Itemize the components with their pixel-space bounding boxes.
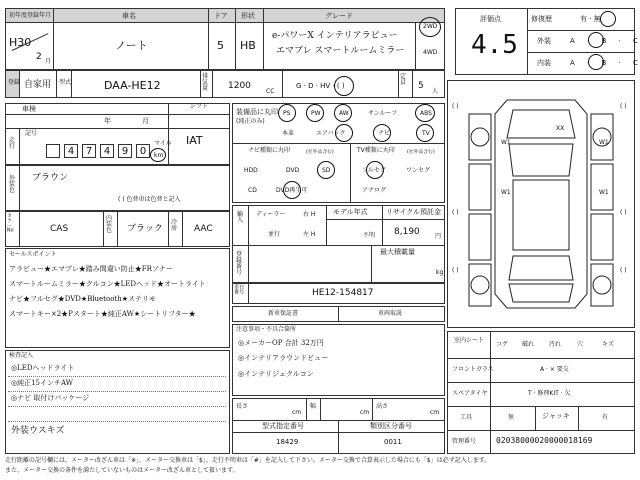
roof-panel — [513, 180, 569, 250]
equipment-title: 装備品に丸印 — [236, 108, 278, 116]
inspector-line-3: ◎ナビ 取付けパッケージ — [11, 394, 90, 402]
right-rear-fender — [591, 264, 613, 306]
sales-line-2: スマートルームミラー★クルコン★LEDヘッド★オートライト — [9, 280, 206, 288]
interior-label: 内装 — [537, 59, 551, 67]
sales-label: セールスポイント — [9, 251, 57, 258]
inspector-label: 検査記入 — [9, 352, 34, 359]
left-rear-fender — [469, 264, 491, 306]
dims-height-unit: cm — [430, 409, 440, 416]
right-rear-door — [591, 214, 613, 260]
drive-2wd: 2WD — [423, 23, 438, 30]
seat-opt-3: 汚れ — [549, 341, 562, 348]
left-front-fender — [469, 114, 491, 160]
equip-sunroof: サンルーフ — [368, 110, 398, 117]
mileage-digit-2: 4 — [64, 144, 78, 158]
left-rear-door — [469, 214, 491, 260]
model-cert-label: 型式指定番号 — [262, 422, 304, 430]
jack-value: 有 — [602, 414, 609, 421]
doors-label: ドア — [214, 12, 228, 20]
displacement-label: 排気量 — [202, 73, 209, 92]
notes-line-2: ◎インテリアラウンドビュー — [238, 354, 329, 362]
windshield-value: A · × 要交 — [540, 366, 569, 373]
mileage-digit-5: 9 — [118, 144, 132, 158]
exterior-label: 外装 — [537, 37, 551, 45]
mark-w1-d: W1 — [599, 189, 609, 196]
windshield-panel — [509, 144, 573, 176]
mileage-digit-3: 7 — [82, 144, 96, 158]
tools-label: 工具 — [460, 414, 473, 421]
aircon-label: 冷房 — [171, 219, 178, 232]
nav-sd: SD — [322, 167, 331, 174]
registration-label: 登録番号 — [236, 251, 243, 276]
tv-fullseg-circle — [366, 161, 384, 179]
windshield-label: フロントガラス — [452, 366, 494, 373]
mgmt-value: 02038000020000018169 — [496, 436, 593, 445]
sales-line-4: スマートキー×2★Pスタート★純正AW★シートリフター★ — [9, 310, 196, 318]
capacity-label: 定員 — [400, 73, 407, 86]
repair-none-circle — [600, 11, 616, 27]
hood-panel — [507, 110, 575, 138]
model-year-unknown: 不明 — [363, 232, 376, 239]
color-value: ブラウン — [32, 173, 69, 183]
exterior-options: A · B · C — [570, 37, 638, 45]
mileage-side-label: 走行 — [9, 137, 16, 150]
notes-line-1: ◎メーカーOP 合計 32万円 — [238, 339, 324, 347]
right-front-door — [591, 164, 613, 210]
sales-line-3: ナビ★フルセグ★DVD★Bluetooth★ステリモ — [9, 295, 156, 303]
tv-oneseg: ワンセグ — [406, 167, 431, 174]
class-value: 0011 — [384, 438, 402, 446]
car-diagram — [447, 80, 635, 328]
mileage-km-circle — [150, 148, 166, 162]
rating-value: 4.5 — [471, 30, 518, 60]
bracket-tl: ( ) — [452, 103, 459, 110]
drive-4wd: 4WD — [423, 49, 438, 56]
dims-width: 幅 — [310, 403, 317, 410]
grade-line1: e-パワーX インテリアラピュー — [272, 31, 398, 41]
type-value: DAA-HE12 — [104, 79, 161, 92]
cc-unit: CC — [266, 88, 275, 95]
equip-abs-circle — [415, 104, 435, 122]
bracket-br: ( ) — [620, 267, 627, 274]
repair-options: 有 · 無 — [580, 15, 601, 23]
interior-options: A · B · C — [570, 59, 638, 67]
exterior-b-circle — [588, 32, 604, 48]
trunk-panel — [509, 284, 573, 302]
seat-opt-5: キズ — [602, 341, 614, 348]
import-parallel: 並行 — [268, 231, 281, 238]
dims-length: 長さ — [236, 403, 249, 410]
footer-line-2: また、メーター交換の条件を満たしていないものはメーター改ざん車として扱います。 — [5, 467, 239, 474]
mark-xx: XX — [556, 125, 565, 132]
first-reg-era: H30 — [9, 36, 32, 49]
right-front-fender — [591, 114, 613, 160]
seat-opt-1: コゲ — [496, 341, 509, 348]
footer-line-1: 走行距離の記号欄には、メーター改ざん車は「※」、メーター交換車は「$」、走行不明車は「#」を記入して下さい。メーター交換で合算表示した場合にも「$」は必ず記入します。 — [5, 457, 491, 464]
notes-label: 注意事項・不具合箇所 — [236, 326, 297, 333]
dims-height: 高さ — [376, 403, 389, 410]
use-value: 自家用 — [24, 80, 52, 90]
equip-tv: TV — [422, 130, 430, 137]
spare-label: スペアタイヤ — [452, 390, 488, 397]
recycle-label: リサイクル預託金 — [386, 208, 442, 216]
chassis-label: 車台番号 — [234, 284, 245, 296]
aircon-value: AAC — [194, 224, 213, 234]
first-reg-month: 2 — [36, 52, 42, 62]
import-left: 左 H — [303, 231, 316, 238]
bracket-mr: ( ) — [620, 209, 627, 216]
bracket-bl: ( ) — [452, 267, 459, 274]
rating-label: 評価点 — [480, 15, 501, 23]
interior-color-value: ブラック — [127, 224, 163, 234]
import-right: 右 H — [303, 211, 316, 218]
color-label: 外装色 — [9, 175, 16, 194]
nav-cd: CD — [248, 187, 257, 194]
tv-title: TV種類に丸印 — [357, 147, 395, 154]
shape-value: HB — [240, 39, 256, 52]
interior-b-circle — [588, 54, 604, 70]
dims-length-unit: cm — [292, 409, 302, 416]
seat-opt-4: 穴 — [577, 341, 584, 348]
inspection-year: 年 — [104, 117, 111, 125]
spare-value: T · 修理KIT · 欠 — [528, 390, 571, 397]
equip-pw: PW — [311, 110, 321, 117]
mark-w1-c: W1 — [501, 189, 511, 196]
mileage-digits-label: 記号 — [25, 130, 38, 137]
recycle-unit: 円 — [435, 233, 442, 240]
fuel-hv-circle — [334, 76, 354, 96]
doors-value: 5 — [217, 39, 224, 52]
dims-width-unit: cm — [360, 409, 370, 416]
nav-dvd-play-circle — [283, 181, 301, 199]
model-year-label: モデル年式 — [333, 208, 368, 216]
model-label: 車名 — [122, 12, 136, 20]
equip-nav-circle — [373, 124, 391, 142]
equipment-subtitle: (純正のみ) — [236, 118, 265, 125]
tools-value: 無 — [508, 414, 515, 421]
bracket-tr: ( ) — [620, 103, 627, 110]
inspection-month: 月 — [142, 117, 149, 125]
sales-line-1: アラビュー★エマブレ★踏み間違い防止★FRソナー — [9, 265, 173, 273]
nav-sd-circle — [317, 161, 335, 179]
mileage-unit-mile: マイル — [154, 140, 172, 147]
rear-glass-panel — [509, 256, 573, 280]
nav-note: (社外品含む) — [306, 148, 334, 155]
displacement-value: 1200 — [228, 81, 251, 91]
docs-warranty: 新車保証書 — [268, 310, 299, 317]
mileage-unit-km: km — [154, 152, 164, 159]
chassis-value: HE12-154817 — [312, 288, 374, 298]
color-code-value: CAS — [50, 224, 69, 234]
import-dealer: ディーラー — [256, 211, 286, 218]
equip-abs: ABS — [420, 110, 432, 117]
equip-aw-circle — [334, 104, 352, 122]
inspection-label: 車検 — [22, 105, 36, 113]
inspector-line-4: 外装ウスキズ — [11, 426, 65, 436]
drive-circle — [419, 17, 441, 37]
docs-manual: 車両取説 — [378, 310, 403, 317]
model-cert-value: 18429 — [276, 438, 299, 446]
nav-dvd: DVD — [286, 167, 300, 174]
mark-w1-a: W1 — [501, 139, 511, 146]
seat-opt-2: 破れ — [522, 341, 535, 348]
equip-nav: ナビ — [378, 130, 391, 137]
use-label: 登録 — [8, 79, 21, 86]
tv-note: (社外品含む) — [407, 148, 435, 155]
inspector-line-2: ◎純正15インチAW — [11, 379, 73, 387]
shift-label: シフト — [190, 103, 209, 110]
import-label: 輸入 — [237, 211, 244, 224]
grade-label: グレード — [325, 12, 353, 20]
mgmt-label: 管理番号 — [452, 438, 477, 445]
mileage-digit-1 — [46, 144, 60, 158]
color-frame — [5, 165, 230, 211]
mileage-digit-6: 0 — [136, 144, 150, 158]
grade-line2: エマブレ スマートルームミラー — [276, 46, 405, 56]
mark-w1-b: W1 — [599, 139, 609, 146]
color-code-label: カラーNo — [7, 213, 14, 234]
first-reg-label: 初年度登録年月 — [9, 12, 52, 19]
model-name: ノート — [115, 39, 148, 52]
type-label: 型式 — [59, 79, 72, 86]
repair-label: 修復歴 — [531, 15, 552, 23]
equip-airbag-circle — [335, 124, 353, 142]
tv-analog: アナログ — [362, 187, 387, 194]
recycle-value: 8,190 — [394, 227, 420, 237]
equip-pw-circle — [306, 104, 324, 122]
nav-title: ナビ種類に丸印 — [248, 147, 291, 154]
nav-hdd: HDD — [244, 167, 258, 174]
shift-value: IAT — [186, 134, 203, 147]
tv-fullseg: フルセグ — [362, 167, 386, 174]
left-front-wheel — [471, 128, 489, 146]
fuel-options: G · D · HV · ( ) — [296, 82, 345, 90]
interior-seat-label: 室内シート — [454, 337, 485, 344]
class-label: 類別区分番号 — [370, 422, 412, 430]
bracket-ml: ( ) — [452, 209, 459, 216]
inspector-line-1: ◎LEDヘッドライト — [11, 364, 75, 372]
equip-ps: PS — [283, 110, 291, 117]
equip-aw: AW — [339, 110, 349, 117]
left-rear-wheel — [471, 276, 489, 294]
interior-color-label: 内装色 — [106, 215, 113, 234]
first-reg-month-unit: 月 — [45, 58, 52, 65]
equip-leather: 本革 — [282, 130, 295, 137]
left-front-door — [469, 164, 491, 210]
jack-label: ジャッキ — [542, 412, 570, 420]
right-rear-wheel — [593, 276, 611, 294]
nav-dvd-play: DVD再生可 — [276, 187, 308, 194]
load-label: 最大積載量 — [380, 248, 415, 256]
load-unit: kg — [436, 269, 444, 276]
mileage-digit-4: 4 — [100, 144, 114, 158]
equip-ps-circle — [278, 104, 296, 122]
shape-label: 形状 — [241, 12, 255, 20]
notes-line-3: ◎インテリジェクルコン — [238, 370, 314, 378]
capacity-unit: 人 — [432, 88, 439, 95]
equip-tv-circle — [416, 124, 434, 142]
capacity-value: 5 — [418, 81, 424, 91]
color-note: ( ) 色替車は色替と記入 — [118, 196, 181, 203]
equip-airbag: エアバック — [316, 130, 346, 137]
